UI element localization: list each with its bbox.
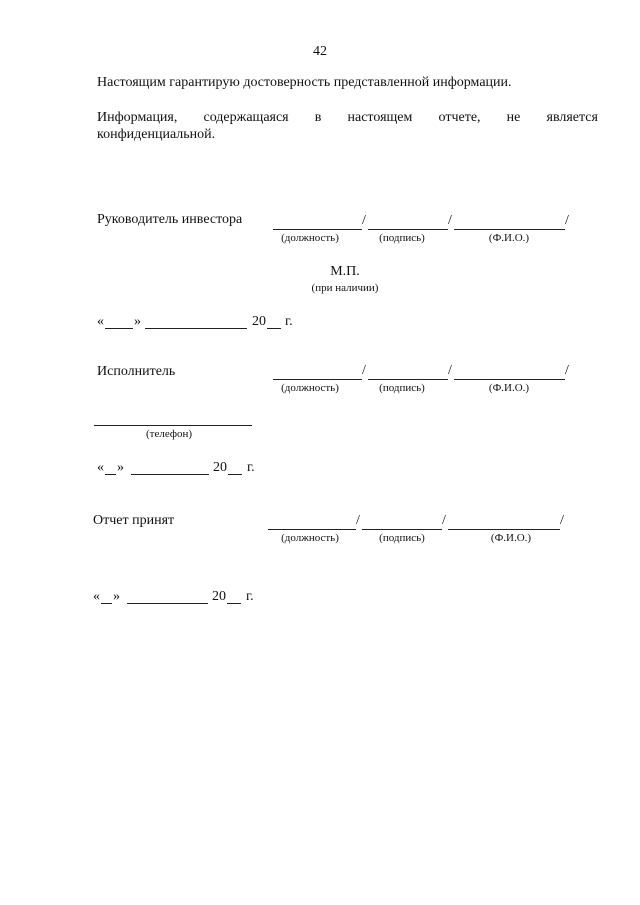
accepted-signature-line[interactable] [362,529,442,530]
accepted-year-line[interactable] [227,603,241,604]
date-suffix: г. [285,314,293,329]
word: Информация, [97,110,178,125]
quote-open: « [97,460,104,475]
separator-slash: / [448,363,452,378]
guarantee-statement: Настоящим гарантирую достоверность представленной информации. [97,75,512,90]
separator-slash: / [362,363,366,378]
accepted-day-line[interactable] [101,603,112,604]
date-suffix: г. [247,460,255,475]
quote-open: « [93,589,100,604]
accepted-title: Отчет принят [93,513,175,528]
accepted-month-line[interactable] [127,603,208,604]
accepted-name-line[interactable] [448,529,560,530]
stamp-label: М.П. [330,264,360,279]
quote-close: » [113,589,120,604]
word: не [506,110,521,125]
investor-position-line[interactable] [273,229,362,230]
investor-day-line[interactable] [105,328,133,329]
accepted-signature-caption: (подпись) [379,532,425,544]
executor-position-line[interactable] [273,379,362,380]
executor-name-caption: (Ф.И.О.) [488,382,530,394]
executor-month-line[interactable] [131,474,209,475]
investor-position-caption: (должность) [281,232,339,244]
investor-month-line[interactable] [145,328,247,329]
investor-head-title: Руководитель инвестора [97,212,243,227]
quote-open: « [97,314,104,329]
executor-signature-line[interactable] [368,379,448,380]
investor-year-line[interactable] [267,328,281,329]
separator-slash: / [442,513,446,528]
separator-slash: / [448,213,452,228]
accepted-position-line[interactable] [268,529,356,530]
executor-day-line[interactable] [105,474,116,475]
date-year: 20 [213,460,227,475]
word: отчете, [438,110,481,125]
confidentiality-line-2: конфиденциальной. [97,127,216,142]
stamp-note: (при наличии) [311,282,379,294]
date-year: 20 [212,589,226,604]
separator-slash: / [356,513,360,528]
quote-close: » [117,460,124,475]
word: в [314,110,322,125]
executor-phone-caption: (телефон) [145,428,193,440]
executor-year-line[interactable] [228,474,242,475]
separator-slash: / [565,213,569,228]
accepted-name-caption: (Ф.И.О.) [490,532,532,544]
word: настоящем [347,110,413,125]
executor-signature-caption: (подпись) [379,382,425,394]
word: содержащаяся [203,110,289,125]
investor-name-caption: (Ф.И.О.) [488,232,530,244]
date-year: 20 [252,314,266,329]
executor-name-line[interactable] [454,379,565,380]
confidentiality-line-1 [97,110,598,126]
executor-position-caption: (должность) [281,382,339,394]
date-suffix: г. [246,589,254,604]
separator-slash: / [565,363,569,378]
page-number: 42 [313,44,327,59]
quote-close: » [134,314,141,329]
executor-title: Исполнитель [97,364,176,379]
investor-name-line[interactable] [454,229,565,230]
accepted-position-caption: (должность) [281,532,339,544]
separator-slash: / [362,213,366,228]
separator-slash: / [560,513,564,528]
word: является [546,110,598,125]
executor-phone-line[interactable] [94,425,252,426]
investor-signature-line[interactable] [368,229,448,230]
investor-signature-caption: (подпись) [379,232,425,244]
